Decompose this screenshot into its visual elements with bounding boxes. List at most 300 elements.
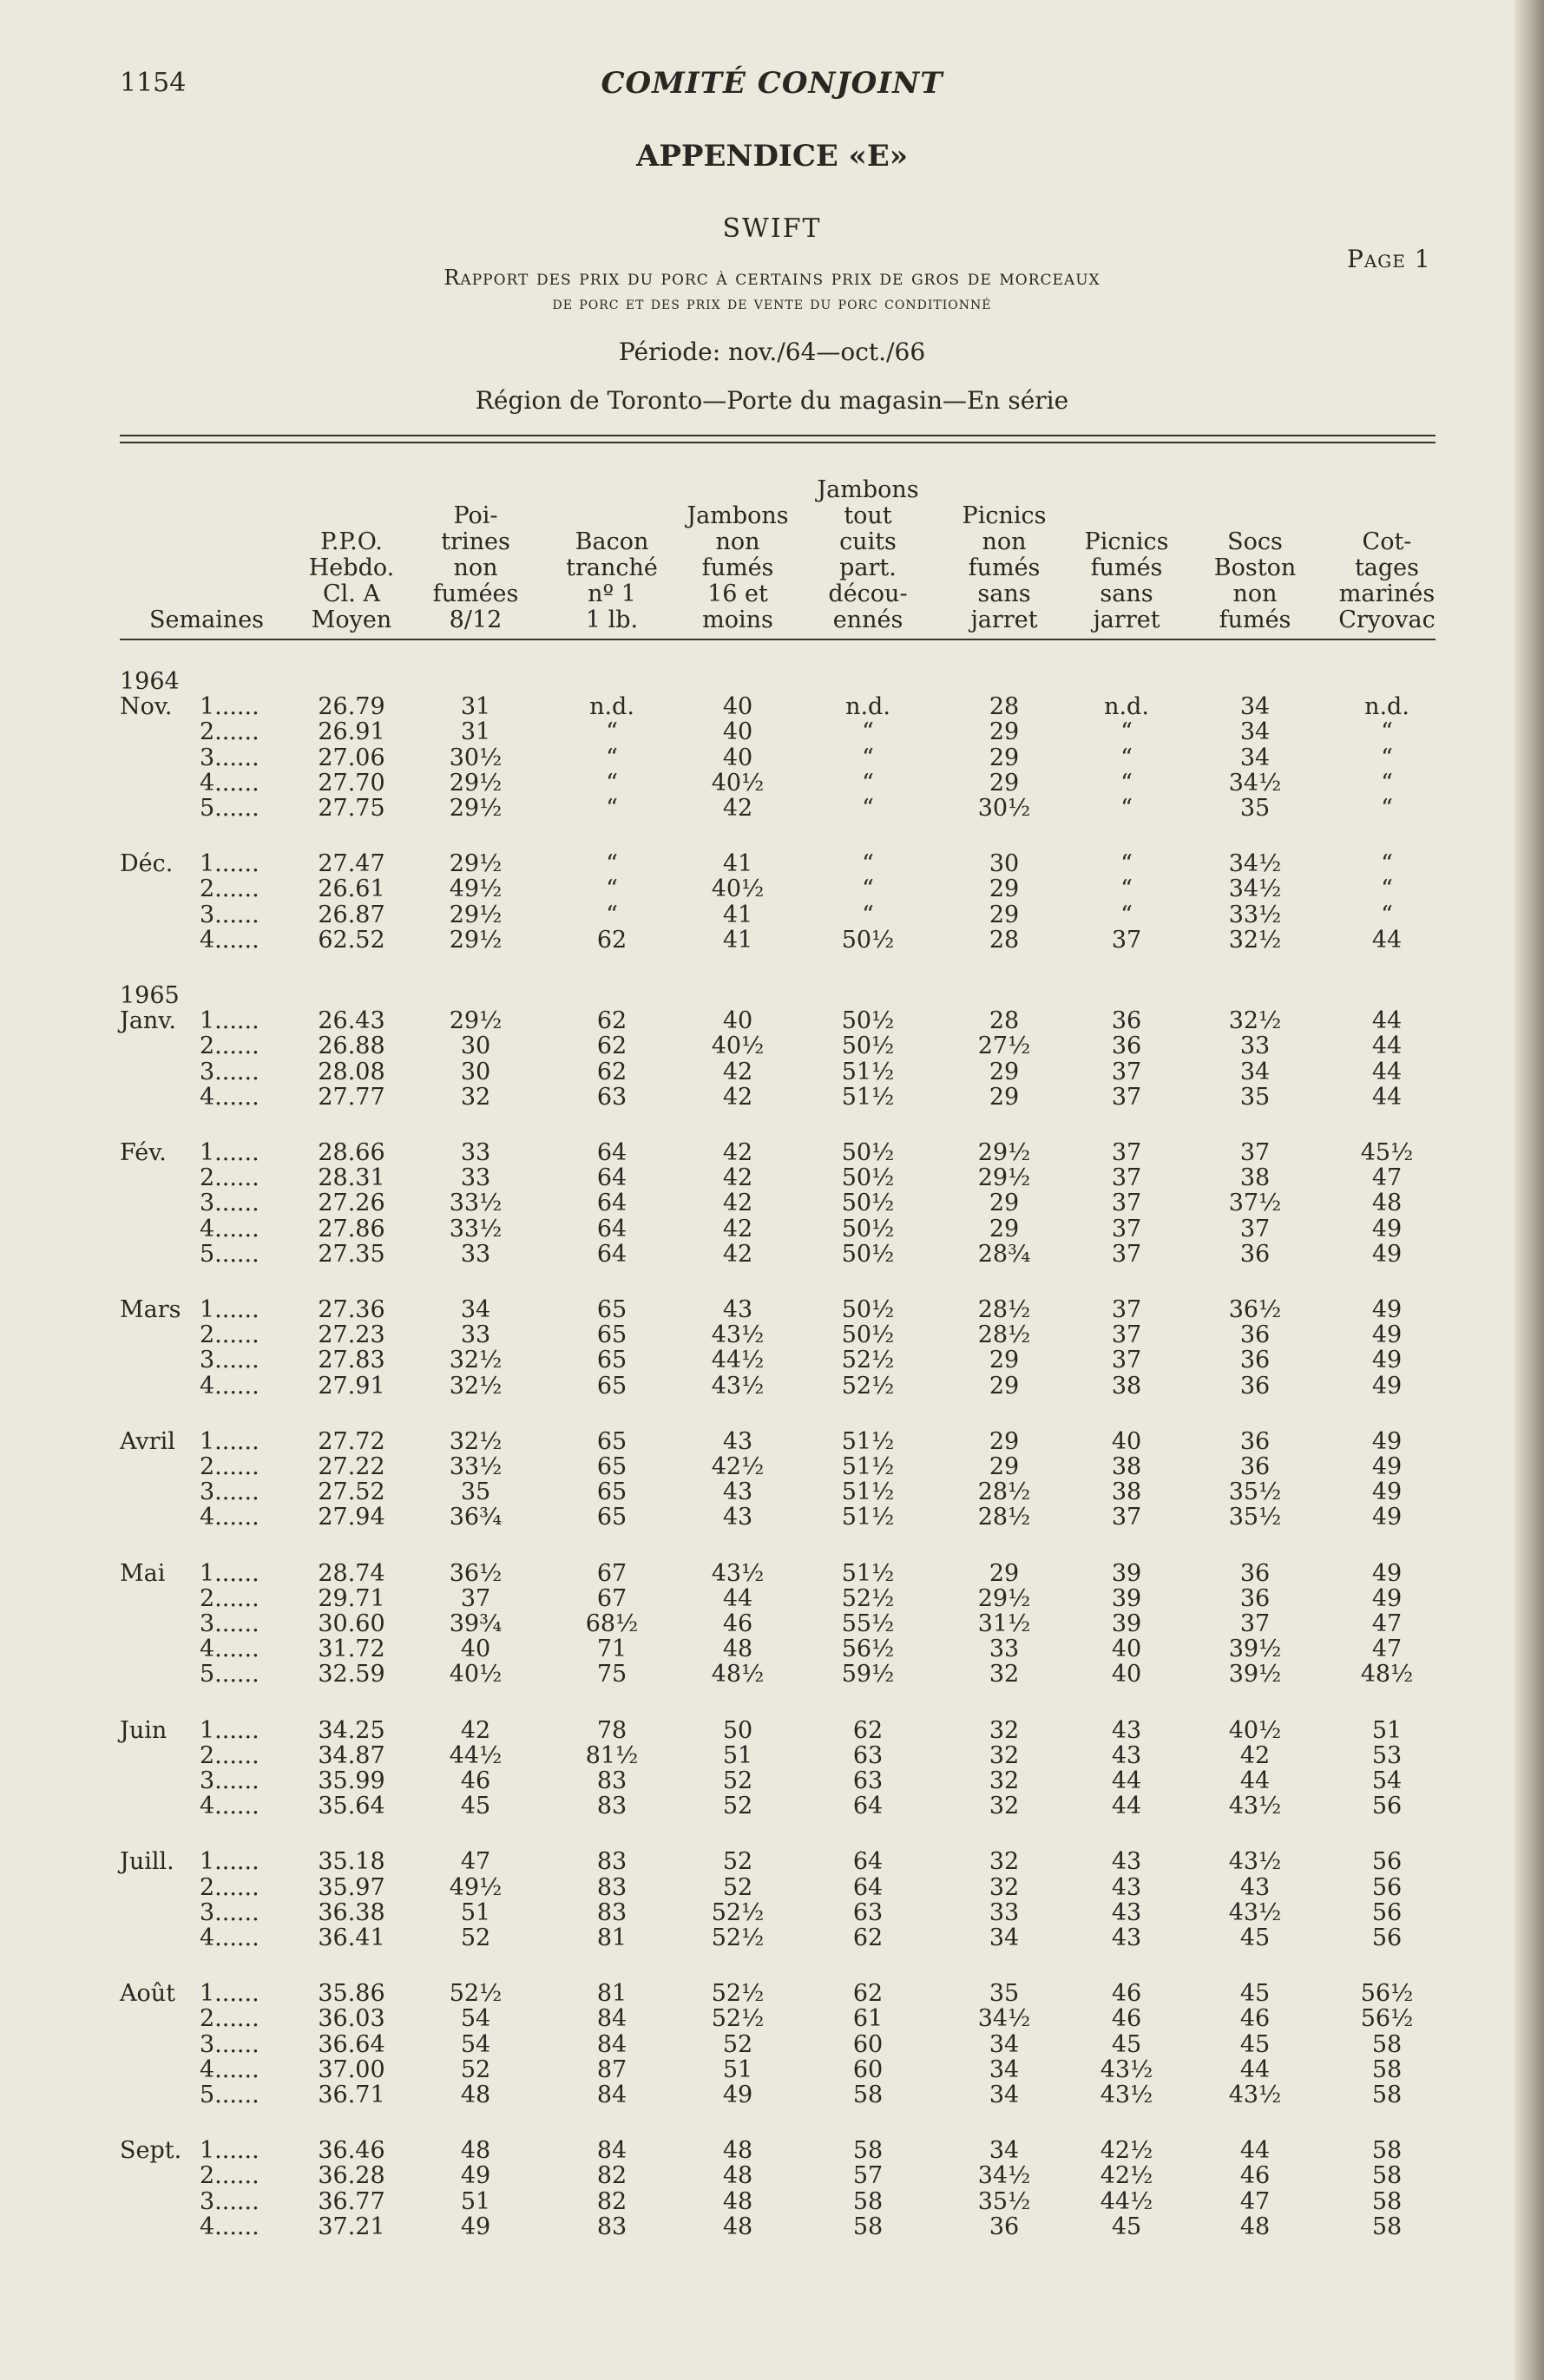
table-cell: “ <box>1381 769 1393 797</box>
table-cell: 36.28 <box>318 2162 385 2190</box>
column-header-line: Boston <box>1213 554 1297 581</box>
table-cell: 36 <box>1239 1347 1271 1374</box>
table-cell: 49 <box>1371 1240 1403 1268</box>
table-cell: 29 <box>989 1453 1020 1480</box>
table-cell: 48 <box>722 1636 753 1663</box>
week-label: 4...... <box>200 1924 260 1951</box>
table-cell: 52½ <box>711 1980 765 2008</box>
table-cell: n.d. <box>1104 693 1149 721</box>
week-label: 4...... <box>200 2213 260 2240</box>
week-label: 1...... <box>200 1139 260 1166</box>
table-cell: 58 <box>852 2187 884 2215</box>
table-cell: 32 <box>989 1716 1020 1744</box>
table-cell: 27.52 <box>318 1478 385 1506</box>
table-cell: “ <box>1120 718 1133 746</box>
table-cell: 51½ <box>841 1478 895 1506</box>
month-label: Janv. <box>120 1007 176 1035</box>
running-title: COMITÉ CONJOINT <box>601 66 943 101</box>
table-cell: 47 <box>1239 2187 1271 2215</box>
table-cell: “ <box>606 875 618 903</box>
table-cell: 31 <box>460 718 491 746</box>
column-header-2 <box>411 469 541 633</box>
table-cell: 51½ <box>841 1559 895 1587</box>
table-cell: 82 <box>596 2187 627 2215</box>
table-cell: 27.06 <box>318 744 385 771</box>
table-cell: 50½ <box>841 1033 895 1060</box>
table-cell: 43 <box>1111 1741 1142 1769</box>
table-cell: 43 <box>1111 1848 1142 1876</box>
table-cell: 45 <box>1239 1924 1271 1951</box>
column-header-line: Jambons <box>687 502 789 529</box>
column-header-line: Picnics <box>962 502 1047 529</box>
year-label: 1964 <box>120 668 180 695</box>
table-cell: 65 <box>596 1453 627 1480</box>
table-cell: 51 <box>722 1741 753 1769</box>
table-cell: 37.00 <box>318 2055 385 2083</box>
table-cell: 60 <box>852 2030 884 2058</box>
table-cell: 34 <box>460 1296 491 1323</box>
table-cell: 36.77 <box>318 2187 385 2215</box>
column-header-line: tranché <box>566 554 658 581</box>
table-cell: 35 <box>989 1980 1020 2008</box>
week-label: 3...... <box>200 1610 260 1637</box>
table-cell: 28½ <box>977 1504 1031 1531</box>
table-cell: 48 <box>722 2213 753 2240</box>
table-cell: 46 <box>1111 1980 1142 2008</box>
table-cell: “ <box>1381 718 1393 746</box>
report-period: Période: nov./64—oct./66 <box>618 338 926 366</box>
column-header-line: Cryovac <box>1338 606 1436 633</box>
week-label: 3...... <box>200 744 260 771</box>
month-label: Nov. <box>120 693 173 721</box>
column-header-line: fumées <box>432 580 519 607</box>
table-cell: 56 <box>1371 1924 1403 1951</box>
table-cell: 30½ <box>449 744 503 771</box>
table-cell: 31.72 <box>318 1636 385 1663</box>
table-cell: 42 <box>722 1083 753 1111</box>
table-cell: 65 <box>596 1504 627 1531</box>
table-cell: 44 <box>1239 2055 1271 2083</box>
table-cell: 43½ <box>711 1372 765 1400</box>
column-header-line: décou- <box>828 580 908 607</box>
month-label: Fév. <box>120 1139 167 1166</box>
table-cell: 50½ <box>841 1240 895 1268</box>
table-cell: 83 <box>596 1898 627 1926</box>
week-label: 1...... <box>200 1716 260 1744</box>
month-label: Mars <box>120 1296 181 1323</box>
table-cell: 52 <box>460 2055 491 2083</box>
table-cell: 34 <box>1239 1058 1271 1085</box>
table-cell: 44 <box>1371 926 1403 954</box>
table-cell: 52 <box>460 1924 491 1951</box>
table-cell: 27.77 <box>318 1083 385 1111</box>
table-cell: “ <box>1381 901 1393 928</box>
table-cell: 50½ <box>841 1296 895 1323</box>
table-cell: 54 <box>460 2030 491 2058</box>
month-label: Juin <box>120 1716 168 1744</box>
table-cell: 35½ <box>1228 1478 1282 1506</box>
table-cell: 36¾ <box>449 1504 503 1531</box>
table-cell: 43 <box>722 1478 753 1506</box>
week-label: 2...... <box>200 1741 260 1769</box>
table-cell: 37 <box>1239 1610 1271 1637</box>
table-cell: 36½ <box>1228 1296 1282 1323</box>
table-cell: 34 <box>1239 718 1271 746</box>
table-cell: 27.22 <box>318 1453 385 1480</box>
table-cell: 33½ <box>449 1190 503 1217</box>
table-cell: 39 <box>1111 1584 1142 1612</box>
table-cell: 27.86 <box>318 1215 385 1242</box>
column-header-0 <box>149 469 279 633</box>
column-header-line: Semaines <box>149 606 265 633</box>
table-cell: 28.74 <box>318 1559 385 1587</box>
table-cell: 27.70 <box>318 769 385 797</box>
column-header-line: fumés <box>968 554 1041 581</box>
table-cell: 40 <box>722 744 753 771</box>
table-cell: 27.83 <box>318 1347 385 1374</box>
table-cell: 33 <box>460 1321 491 1349</box>
table-cell: 38 <box>1111 1372 1142 1400</box>
column-header-line: sans <box>1100 580 1153 607</box>
table-cell: 41 <box>722 926 753 954</box>
table-cell: 51 <box>460 2187 491 2215</box>
table-cell: 34 <box>989 2082 1020 2108</box>
table-cell: 27.36 <box>318 1296 385 1323</box>
table-cell: “ <box>862 769 874 797</box>
week-label: 4...... <box>200 926 260 954</box>
table-cell: 42 <box>722 1139 753 1166</box>
table-cell: 33 <box>460 1240 491 1268</box>
table-cell: 58 <box>852 2137 884 2165</box>
table-cell: “ <box>862 850 874 878</box>
table-cell: 28½ <box>977 1321 1031 1349</box>
table-cell: 36 <box>1111 1007 1142 1035</box>
table-cell: 52 <box>722 1848 753 1876</box>
table-cell: 52½ <box>841 1347 895 1374</box>
table-cell: 52 <box>722 1873 753 1901</box>
table-cell: 35.18 <box>318 1848 385 1876</box>
column-header-line: Moyen <box>311 606 392 633</box>
month-label: Avril <box>120 1427 175 1455</box>
table-cell: 65 <box>596 1321 627 1349</box>
table-cell: 29 <box>989 1347 1020 1374</box>
table-cell: 43 <box>1111 1898 1142 1926</box>
table-cell: 43½ <box>711 1321 765 1349</box>
table-cell: 36 <box>1239 1372 1271 1400</box>
table-cell: 29 <box>989 1559 1020 1587</box>
week-label: 2...... <box>200 1164 260 1192</box>
table-cell: 37½ <box>1228 1190 1282 1217</box>
table-cell: 26.88 <box>318 1033 385 1060</box>
column-header-line: non <box>715 528 760 555</box>
week-label: 4...... <box>200 1083 260 1111</box>
table-cell: 42½ <box>1100 2162 1153 2190</box>
table-cell: 29 <box>989 1058 1020 1085</box>
table-cell: 44 <box>1371 1033 1403 1060</box>
table-cell: 44 <box>1371 1083 1403 1111</box>
table-cell: 51 <box>460 1898 491 1926</box>
table-cell: 27.47 <box>318 850 385 878</box>
table-cell: 39½ <box>1228 1636 1282 1663</box>
table-cell: 48 <box>1239 2213 1271 2240</box>
table-cell: 35½ <box>1228 1504 1282 1531</box>
column-header-1 <box>286 469 417 633</box>
table-cell: 46 <box>1239 2162 1271 2190</box>
column-header-line: Hebdo. <box>308 554 395 581</box>
table-cell: 26.79 <box>318 693 385 721</box>
table-cell: 53 <box>1371 1741 1403 1769</box>
table-cell: 37 <box>1111 1347 1142 1374</box>
week-label: 4...... <box>200 1215 260 1242</box>
page-number: 1154 <box>120 68 187 98</box>
table-cell: 37 <box>1111 1215 1142 1242</box>
table-cell: 29½ <box>449 901 503 928</box>
week-label: 2...... <box>200 1033 260 1060</box>
page-reference: Page 1 <box>1347 245 1431 273</box>
column-header-9 <box>1322 469 1452 633</box>
table-cell: 58 <box>1371 2162 1403 2190</box>
table-cell: 36 <box>1239 1240 1271 1268</box>
table-cell: 56 <box>1371 1793 1403 1820</box>
table-cell: 58 <box>1371 2137 1403 2165</box>
table-cell: 56½ <box>1360 2005 1414 2033</box>
table-cell: 44½ <box>449 1741 503 1769</box>
table-cell: 34½ <box>977 2162 1031 2190</box>
table-cell: 36 <box>1239 1321 1271 1349</box>
column-header-line: tout <box>844 502 892 529</box>
column-header-4 <box>673 469 803 633</box>
table-cell: 51½ <box>841 1504 895 1531</box>
table-cell: 58 <box>1371 2030 1403 2058</box>
table-cell: 52 <box>722 1793 753 1820</box>
table-cell: 81 <box>596 1924 627 1951</box>
table-cell: 32½ <box>449 1372 503 1400</box>
table-cell: 29½ <box>977 1139 1031 1166</box>
table-cell: 64 <box>852 1848 884 1876</box>
table-cell: 28.08 <box>318 1058 385 1085</box>
table-cell: 39¾ <box>449 1610 503 1637</box>
table-cell: 34 <box>989 2055 1020 2083</box>
table-cell: 71 <box>596 1636 627 1663</box>
table-cell: 32½ <box>1228 1007 1282 1035</box>
table-cell: 36.46 <box>318 2137 385 2165</box>
column-header-line: Bacon <box>575 528 649 555</box>
table-cell: 43½ <box>1228 1898 1282 1926</box>
table-cell: 43½ <box>1100 2055 1153 2083</box>
table-cell: 34 <box>1239 693 1271 721</box>
table-cell: 49 <box>1371 1584 1403 1612</box>
table-cell: 37 <box>1111 1296 1142 1323</box>
table-cell: 50½ <box>841 926 895 954</box>
table-cell: 44 <box>1371 1007 1403 1035</box>
table-cell: 29 <box>989 1190 1020 1217</box>
table-cell: 28 <box>989 693 1020 721</box>
table-cell: n.d. <box>845 693 890 721</box>
month-label: Juill. <box>120 1848 174 1876</box>
table-cell: 52½ <box>841 1584 895 1612</box>
table-cell: 64 <box>596 1190 627 1217</box>
table-cell: 48 <box>722 2162 753 2190</box>
table-cell: 37 <box>460 1584 491 1612</box>
table-cell: 58 <box>1371 2213 1403 2240</box>
table-cell: 29.71 <box>318 1584 385 1612</box>
table-cell: 45 <box>1111 2213 1142 2240</box>
table-cell: 29 <box>989 744 1020 771</box>
week-label: 4...... <box>200 1793 260 1820</box>
week-label: 2...... <box>200 1321 260 1349</box>
table-cell: 57 <box>852 2162 884 2190</box>
table-cell: n.d. <box>589 693 634 721</box>
week-label: 1...... <box>200 1848 260 1876</box>
column-header-line: sans <box>977 580 1031 607</box>
table-cell: 38 <box>1111 1478 1142 1506</box>
table-cell: 47 <box>460 1848 491 1876</box>
table-cell: 49 <box>1371 1504 1403 1531</box>
table-cell: 35 <box>1239 795 1271 822</box>
table-cell: 26.87 <box>318 901 385 928</box>
table-cell: 44 <box>1111 1767 1142 1794</box>
week-label: 2...... <box>200 1873 260 1901</box>
table-cell: 37 <box>1111 1190 1142 1217</box>
table-cell: 84 <box>596 2030 627 2058</box>
table-cell: 29 <box>989 1372 1020 1400</box>
table-cell: 34½ <box>1228 769 1282 797</box>
table-cell: 34.87 <box>318 1741 385 1769</box>
table-cell: 62 <box>596 1058 627 1085</box>
table-cell: 43½ <box>1228 1848 1282 1876</box>
week-label: 4...... <box>200 2055 260 2083</box>
column-header-6 <box>939 469 1069 633</box>
table-cell: 63 <box>852 1741 884 1769</box>
table-cell: 40 <box>722 718 753 746</box>
week-label: 4...... <box>200 769 260 797</box>
table-cell: 28½ <box>977 1478 1031 1506</box>
table-cell: 34½ <box>1228 875 1282 903</box>
table-cell: 28½ <box>977 1296 1031 1323</box>
table-cell: 75 <box>596 1661 627 1688</box>
table-cell: 34 <box>989 2030 1020 2058</box>
table-cell: 43½ <box>711 1559 765 1587</box>
table-cell: 32½ <box>1228 926 1282 954</box>
week-label: 3...... <box>200 901 260 928</box>
week-label: 5...... <box>200 1661 260 1688</box>
table-cell: 40½ <box>711 769 765 797</box>
table-cell: 62 <box>852 1716 884 1744</box>
table-cell: 63 <box>596 1083 627 1111</box>
table-cell: 48 <box>722 2187 753 2215</box>
month-label: Mai <box>120 1559 166 1587</box>
week-label: 2...... <box>200 1453 260 1480</box>
table-cell: 40 <box>1111 1636 1142 1663</box>
column-header-8 <box>1190 469 1320 633</box>
table-cell: 42 <box>722 1058 753 1085</box>
table-cell: 29½ <box>977 1584 1031 1612</box>
table-cell: “ <box>862 744 874 771</box>
table-cell: 34 <box>989 1924 1020 1951</box>
table-cell: 35.99 <box>318 1767 385 1794</box>
table-cell: 83 <box>596 1793 627 1820</box>
week-label: 1...... <box>200 1980 260 2008</box>
table-cell: 36 <box>1239 1559 1271 1587</box>
table-cell: 62 <box>852 1924 884 1951</box>
table-cell: 50½ <box>841 1321 895 1349</box>
column-header-line: non <box>1232 580 1278 607</box>
table-cell: 52 <box>722 1767 753 1794</box>
table-cell: “ <box>1120 795 1133 822</box>
table-cell: 40 <box>460 1636 491 1663</box>
table-cell: 56 <box>1371 1898 1403 1926</box>
table-cell: 30.60 <box>318 1610 385 1637</box>
table-cell: 40 <box>722 693 753 721</box>
column-header-line: 8/12 <box>449 606 503 633</box>
week-label: 4...... <box>200 1504 260 1531</box>
table-cell: 33 <box>460 1139 491 1166</box>
table-cell: n.d. <box>1364 693 1409 721</box>
week-label: 1...... <box>200 1007 260 1035</box>
table-cell: 50½ <box>841 1164 895 1192</box>
table-cell: 28¾ <box>977 1240 1031 1268</box>
table-cell: 65 <box>596 1478 627 1506</box>
table-cell: 28 <box>989 1007 1020 1035</box>
table-cell: 63 <box>852 1767 884 1794</box>
table-cell: 50 <box>722 1716 753 1744</box>
table-cell: 32 <box>989 1873 1020 1901</box>
table-cell: 40½ <box>449 1661 503 1688</box>
table-cell: 38 <box>1111 1453 1142 1480</box>
column-header-line: nº 1 <box>588 580 636 607</box>
week-label: 1...... <box>200 850 260 878</box>
table-cell: 58 <box>852 2213 884 2240</box>
table-cell: 28.31 <box>318 1164 385 1192</box>
table-cell: 49 <box>1371 1347 1403 1374</box>
week-label: 1...... <box>200 693 260 721</box>
table-cell: 39 <box>1111 1610 1142 1637</box>
table-cell: 48 <box>460 2137 491 2165</box>
table-cell: 44½ <box>1100 2187 1153 2215</box>
table-top-rule-2 <box>120 442 1436 443</box>
table-cell: 42 <box>722 1190 753 1217</box>
table-cell: 36 <box>1111 1033 1142 1060</box>
table-cell: 58 <box>1371 2187 1403 2215</box>
table-cell: 63 <box>852 1898 884 1926</box>
table-cell: 37 <box>1111 1321 1142 1349</box>
table-cell: 44 <box>722 1584 753 1612</box>
table-cell: 84 <box>596 2005 627 2033</box>
table-cell: 62 <box>852 1980 884 2008</box>
table-cell: 62 <box>596 926 627 954</box>
table-cell: “ <box>862 795 874 822</box>
company-name: SWIFT <box>722 213 822 244</box>
table-cell: 56 <box>1371 1873 1403 1901</box>
table-cell: 32 <box>460 1083 491 1111</box>
table-cell: 47 <box>1371 1610 1403 1637</box>
table-cell: 29½ <box>977 1164 1031 1192</box>
week-label: 3...... <box>200 1898 260 1926</box>
column-header-3 <box>547 469 677 633</box>
week-label: 4...... <box>200 1372 260 1400</box>
table-cell: “ <box>606 795 618 822</box>
table-cell: 52 <box>722 2030 753 2058</box>
column-header-line: Socs <box>1227 528 1283 555</box>
table-cell: 48½ <box>1360 1661 1414 1688</box>
table-cell: 32.59 <box>318 1661 385 1688</box>
column-header-7 <box>1061 469 1192 633</box>
table-cell: 27.23 <box>318 1321 385 1349</box>
table-cell: 43 <box>1111 1924 1142 1951</box>
week-label: 3...... <box>200 1767 260 1794</box>
table-cell: 34.25 <box>318 1716 385 1744</box>
table-cell: 54 <box>1371 1767 1403 1794</box>
